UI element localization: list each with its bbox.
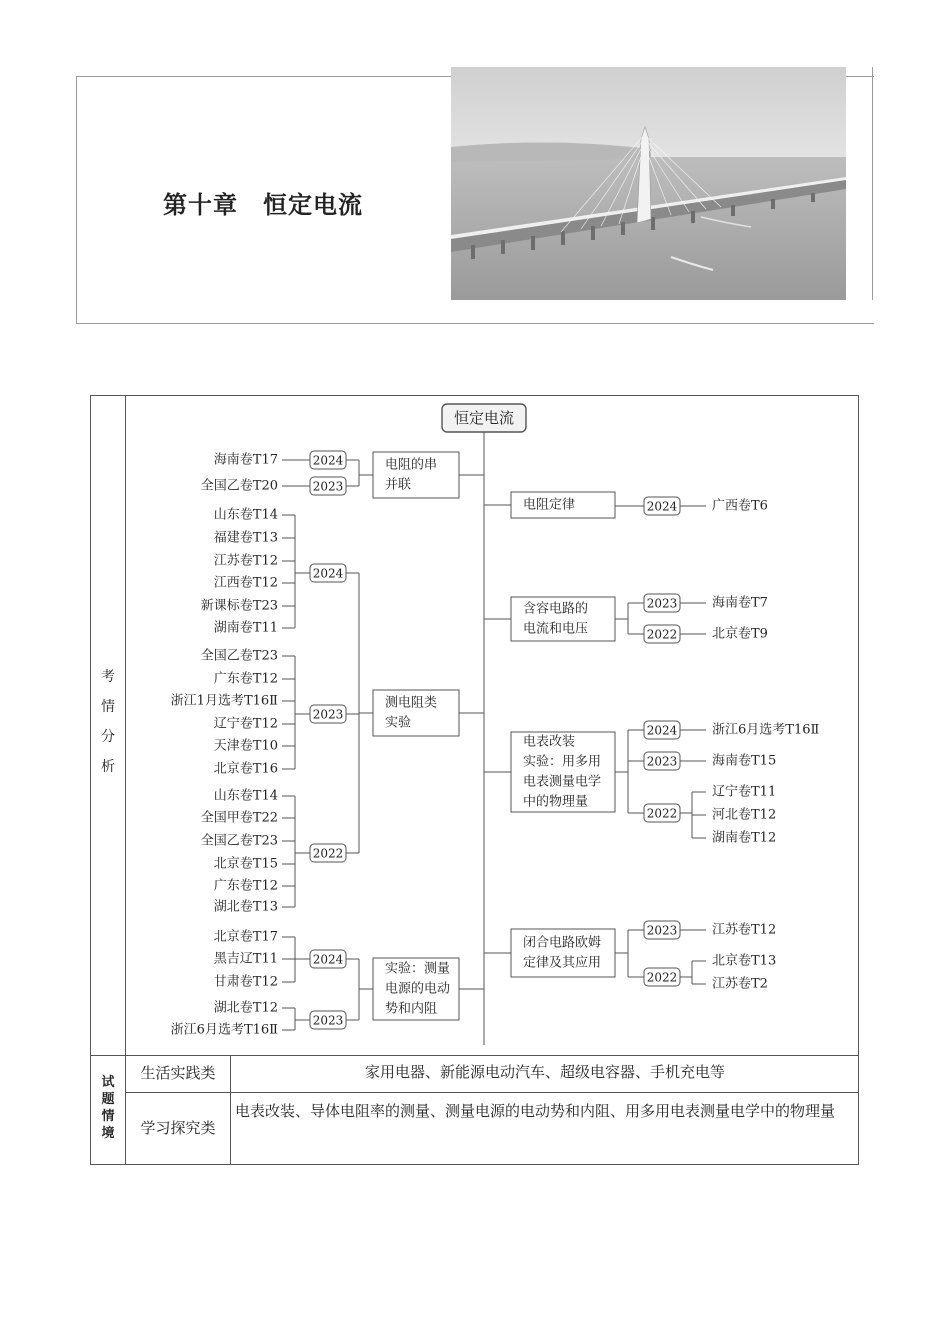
reference-item: 广东卷T12	[213, 878, 278, 894]
reference-item: 广东卷T12	[213, 671, 278, 687]
context-category: 学习探究类	[140, 1119, 216, 1137]
reference-item: 黑吉辽T11	[213, 951, 278, 967]
reference-item: 广西卷T6	[712, 498, 768, 514]
reference-item: 全国乙卷T20	[200, 478, 278, 494]
reference-item: 北京卷T9	[712, 626, 768, 642]
section-label-char: 析	[101, 759, 115, 775]
year-label: 2022	[646, 970, 678, 985]
year-label: 2023	[646, 596, 678, 611]
reference-item: 新课标卷T23	[200, 598, 278, 614]
reference-item: 福建卷T13	[213, 530, 278, 546]
reference-item: 全国甲卷T22	[200, 810, 278, 826]
root-label: 恒定电流	[453, 409, 515, 427]
reference-item: 江苏卷T2	[712, 976, 768, 992]
reference-item: 江苏卷T12	[712, 922, 777, 938]
year-label: 2024	[312, 952, 344, 967]
reference-item: 湖南卷T11	[213, 620, 278, 636]
section-label-char: 分	[101, 729, 115, 745]
context-category: 生活实践类	[140, 1064, 216, 1082]
context-label-char: 境	[101, 1126, 115, 1141]
reference-item: 湖北卷T12	[213, 1000, 278, 1016]
reference-item: 北京卷T13	[712, 953, 777, 969]
reference-item: 北京卷T17	[213, 929, 278, 945]
year-label: 2024	[646, 723, 678, 738]
reference-item: 甘肃卷T12	[213, 974, 278, 990]
year-label: 2022	[646, 806, 678, 821]
section-label-char: 考	[101, 669, 115, 685]
reference-item: 山东卷T14	[213, 788, 278, 804]
topic-label: 测电阻类	[385, 695, 438, 711]
context-label-char: 情	[101, 1109, 115, 1124]
chapter-title: 第十章 恒定电流	[163, 191, 363, 219]
context-label-char: 试	[101, 1075, 115, 1090]
topic-label: 闭合电路欧姆	[523, 935, 602, 951]
year-label: 2023	[646, 923, 678, 938]
topic-label: 电流和电压	[523, 621, 589, 637]
reference-item: 北京卷T16	[213, 761, 278, 777]
topic-label: 含容电路的	[523, 601, 589, 617]
topic-label: 电阻定律	[523, 497, 576, 513]
topic-label: 电表测量电学	[523, 774, 602, 790]
topic-label: 势和内阻	[385, 1001, 438, 1017]
reference-item: 浙江6月选考T16Ⅱ	[712, 722, 820, 738]
year-label: 2024	[312, 566, 344, 581]
reference-item: 江苏卷T12	[213, 553, 278, 569]
topic-label: 中的物理量	[523, 794, 589, 810]
reference-item: 全国乙卷T23	[200, 648, 278, 664]
reference-item: 海南卷T7	[712, 595, 768, 611]
topic-label: 实验：用多用	[523, 754, 602, 770]
year-label: 2024	[646, 499, 678, 514]
reference-item: 全国乙卷T23	[200, 833, 278, 849]
topic-label: 并联	[385, 477, 412, 493]
topic-label: 实验	[385, 715, 412, 731]
year-label: 2022	[646, 627, 678, 642]
reference-item: 辽宁卷T11	[712, 784, 777, 800]
year-label: 2023	[312, 1013, 344, 1028]
topic-label: 电阻的串	[385, 457, 438, 473]
context-content: 电表改装、导体电阻率的测量、测量电源的电动势和内阻、用多用电表测量电学中的物理量	[235, 1102, 836, 1120]
section-label-char: 情	[101, 699, 115, 715]
reference-item: 浙江1月选考T16Ⅱ	[170, 693, 278, 709]
context-label-char: 题	[101, 1092, 115, 1107]
reference-item: 湖北卷T13	[213, 899, 278, 915]
topic-label: 电源的电动	[385, 981, 451, 997]
reference-item: 北京卷T15	[213, 856, 278, 872]
reference-item: 海南卷T15	[712, 753, 777, 769]
reference-item: 江西卷T12	[213, 575, 278, 591]
reference-item: 天津卷T10	[213, 738, 278, 754]
year-label: 2023	[312, 479, 344, 494]
topic-label: 电表改装	[523, 734, 576, 750]
reference-item: 河北卷T12	[712, 807, 777, 823]
year-label: 2022	[312, 846, 344, 861]
topic-label: 实验：测量	[385, 961, 451, 977]
year-label: 2023	[646, 754, 678, 769]
context-content: 家用电器、新能源电动汽车、超级电容器、手机充电等	[364, 1063, 725, 1081]
year-label: 2024	[312, 453, 344, 468]
year-label: 2023	[312, 707, 344, 722]
reference-item: 海南卷T17	[213, 452, 278, 468]
reference-item: 浙江6月选考T16Ⅱ	[170, 1022, 278, 1038]
reference-item: 辽宁卷T12	[213, 716, 278, 732]
topic-label: 定律及其应用	[523, 955, 602, 971]
reference-item: 山东卷T14	[213, 507, 278, 523]
reference-item: 湖南卷T12	[712, 830, 777, 846]
